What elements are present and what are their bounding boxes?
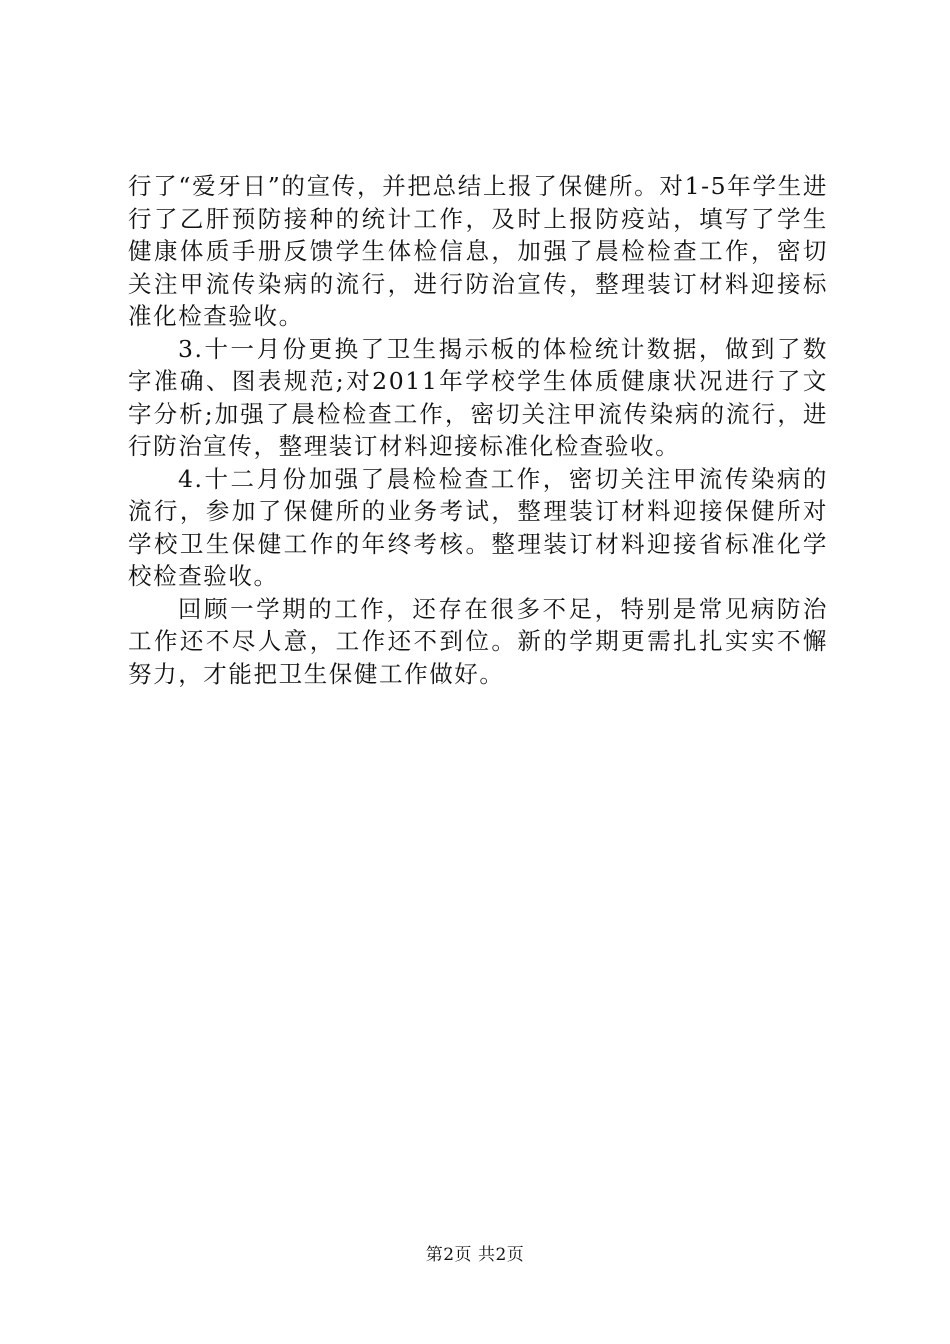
document-body — [128, 170, 828, 690]
paragraph-continuation: 行了“爱牙日”的宣传，并把总结上报了保健所。对1-5年学生进行了乙肝预防接种的统计工作，及时上报防疫站，填写了学生健康体质手册反馈学生体检信息，加强了晨检检查工作，密切关注甲流传染病的流行，进行防治宣传，整理装订材料迎接标准化检查验收。 — [128, 172, 828, 330]
paragraph-summary: 回顾一学期的工作，还存在很多不足，特别是常见病防治工作还不尽人意，工作还不到位。新的学期更需扎扎实实不懈努力，才能把卫生保健工作做好。 — [128, 594, 828, 688]
paragraph-item-3: 3.十一月份更换了卫生揭示板的体检统计数据，做到了数字准确、图表规范;对2011年学校学生体质健康状况进行了文字分析;加强了晨检检查工作，密切关注甲流传染病的流行，进行防治宣传，整理装订材料迎接标准化检查验收。 — [128, 334, 828, 460]
page-footer — [0, 1244, 950, 1266]
paragraph-item-4: 4.十二月份加强了晨检检查工作，密切关注甲流传染病的流行，参加了保健所的业务考试，整理装订材料迎接保健所对学校卫生保健工作的年终考核。整理装订材料迎接省标准化学校检查验收。 — [128, 464, 828, 590]
page-number: 第2页 共2页 — [425, 1245, 525, 1265]
